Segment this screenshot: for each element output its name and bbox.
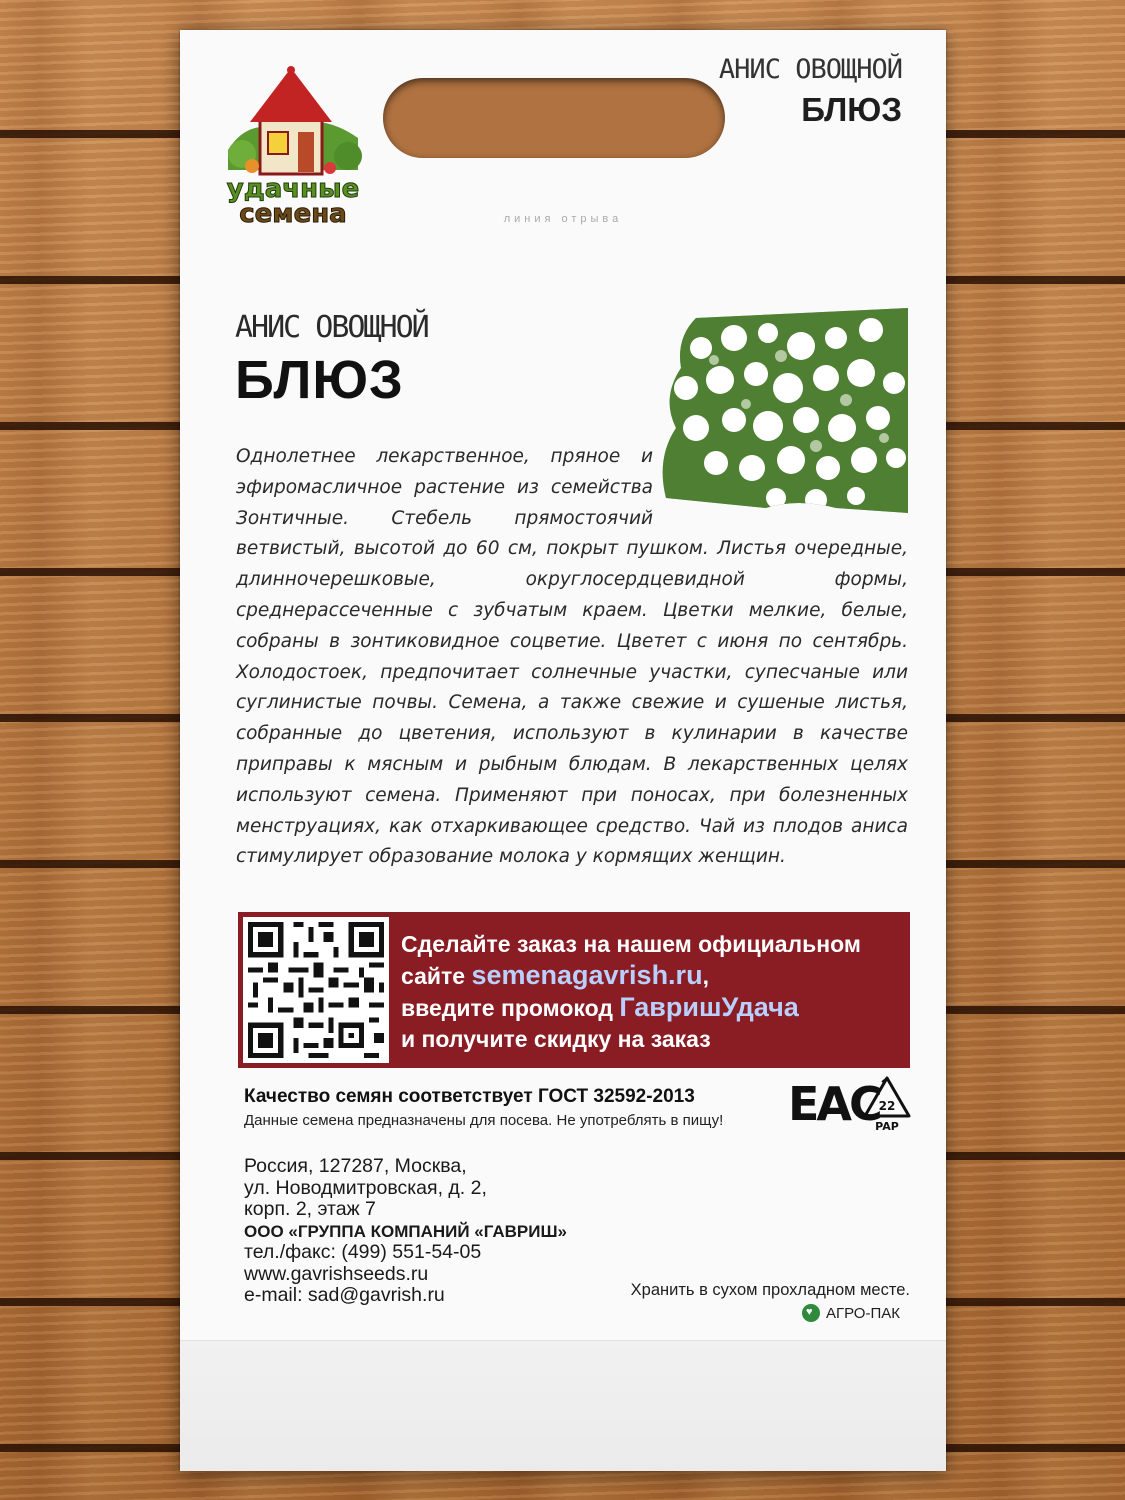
- email-link[interactable]: e-mail: sad@gavrish.ru: [244, 1284, 445, 1306]
- qr-code[interactable]: [243, 917, 389, 1063]
- recycle-icon: [860, 1074, 914, 1134]
- promo-banner: [238, 912, 910, 1068]
- product-kind: АНИС ОВОЩНОЙ: [235, 310, 428, 345]
- promo-line-2: [401, 960, 906, 992]
- recycle-code: PAP: [875, 1120, 899, 1133]
- gost-statement: Качество семян соответствует ГОСТ 32592-2013: [244, 1086, 695, 1107]
- promo-line-3-prefix: введите промокод: [401, 995, 620, 1021]
- header-variety-name: БЛЮЗ: [801, 91, 902, 128]
- header-kind: АНИС ОВОЩНОЙ: [718, 54, 902, 85]
- product-variety-name: БЛЮЗ: [235, 350, 404, 410]
- recycle-number: 22: [878, 1099, 896, 1113]
- description-text: Однолетнее лекарственное, пряное и эфиромасличное растение из семейства Зонтичные. Стебель прямостоячий ветвистый, высотой до 60 см, покрыт пушком. Листья очередные, длинночерешковые, округлосердцевидной формы, среднерассеченные с зубчатым краем. Цветки мелкие, белые, собраны в зонтиковидное соцветие. Цветет с июня по сентябрь. Холодостоек, предпочитает солнечные участки, супесчаные или суглинистые почвы. Семена, а также свежие и сушеные листья, собранные до цветения, используют в кулинарии в качестве приправы к мясным и рыбным блюдам. В лекарственных целях используют семена. Применяют при поносах, при болезненных менструациях, как отхаркивающее средство. Чай из плодов аниса стимулирует образование молока у кормящих женщин.: [236, 446, 908, 868]
- address-line-2: ул. Новодмитровская, д. 2,: [244, 1176, 487, 1199]
- promo-line-1: Сделайте заказ на нашем официальном: [401, 931, 861, 957]
- logo-text-top: удачные: [226, 174, 360, 204]
- promo-line-2-suffix: ,: [702, 963, 709, 989]
- product-description: [236, 442, 908, 873]
- promo-code: ГавришУдача: [619, 992, 799, 1022]
- packer-name: АГРО-ПАК: [826, 1304, 900, 1322]
- website-link[interactable]: www.gavrishseeds.ru: [244, 1262, 429, 1285]
- storage-instruction: Хранить в сухом прохладном месте.: [630, 1281, 910, 1299]
- promo-line-3: [401, 992, 906, 1024]
- phone-fax: тел./факс: (499) 551-54-05: [244, 1241, 482, 1263]
- address-line-1: Россия, 127287, Москва,: [244, 1155, 467, 1177]
- manufacturer-address: [244, 1156, 567, 1307]
- promo-text: [401, 929, 906, 1055]
- promo-line-2-prefix: сайте: [401, 963, 472, 989]
- address-line-3: корп. 2, этаж 7: [244, 1198, 376, 1220]
- brand-logo: [208, 58, 378, 230]
- product-title: [235, 310, 428, 411]
- quality-block: [244, 1086, 723, 1129]
- packer-mark: [802, 1304, 900, 1322]
- hang-hole: [383, 78, 725, 158]
- header-variety: [719, 54, 902, 129]
- agro-pak-heart-icon: [802, 1304, 820, 1322]
- promo-site-link[interactable]: semenagavrish.ru: [471, 960, 703, 990]
- eac-mark-text: ЕАС: [788, 1077, 880, 1131]
- promo-line-4: и получите скидку на заказ: [401, 1026, 711, 1052]
- tear-line-label: линия отрыва: [503, 213, 623, 225]
- sowing-warning: Данные семена предназначены для посева. Не употреблять в пищу!: [244, 1112, 724, 1129]
- seed-packet-back: [180, 30, 946, 1470]
- company-name: ООО «ГРУППА КОМПАНИЙ «ГАВРИШ»: [244, 1221, 567, 1241]
- packet-bottom-fold: [180, 1340, 946, 1471]
- eac-mark-icon: [788, 1076, 880, 1131]
- logo-text-bottom: семена: [239, 199, 347, 229]
